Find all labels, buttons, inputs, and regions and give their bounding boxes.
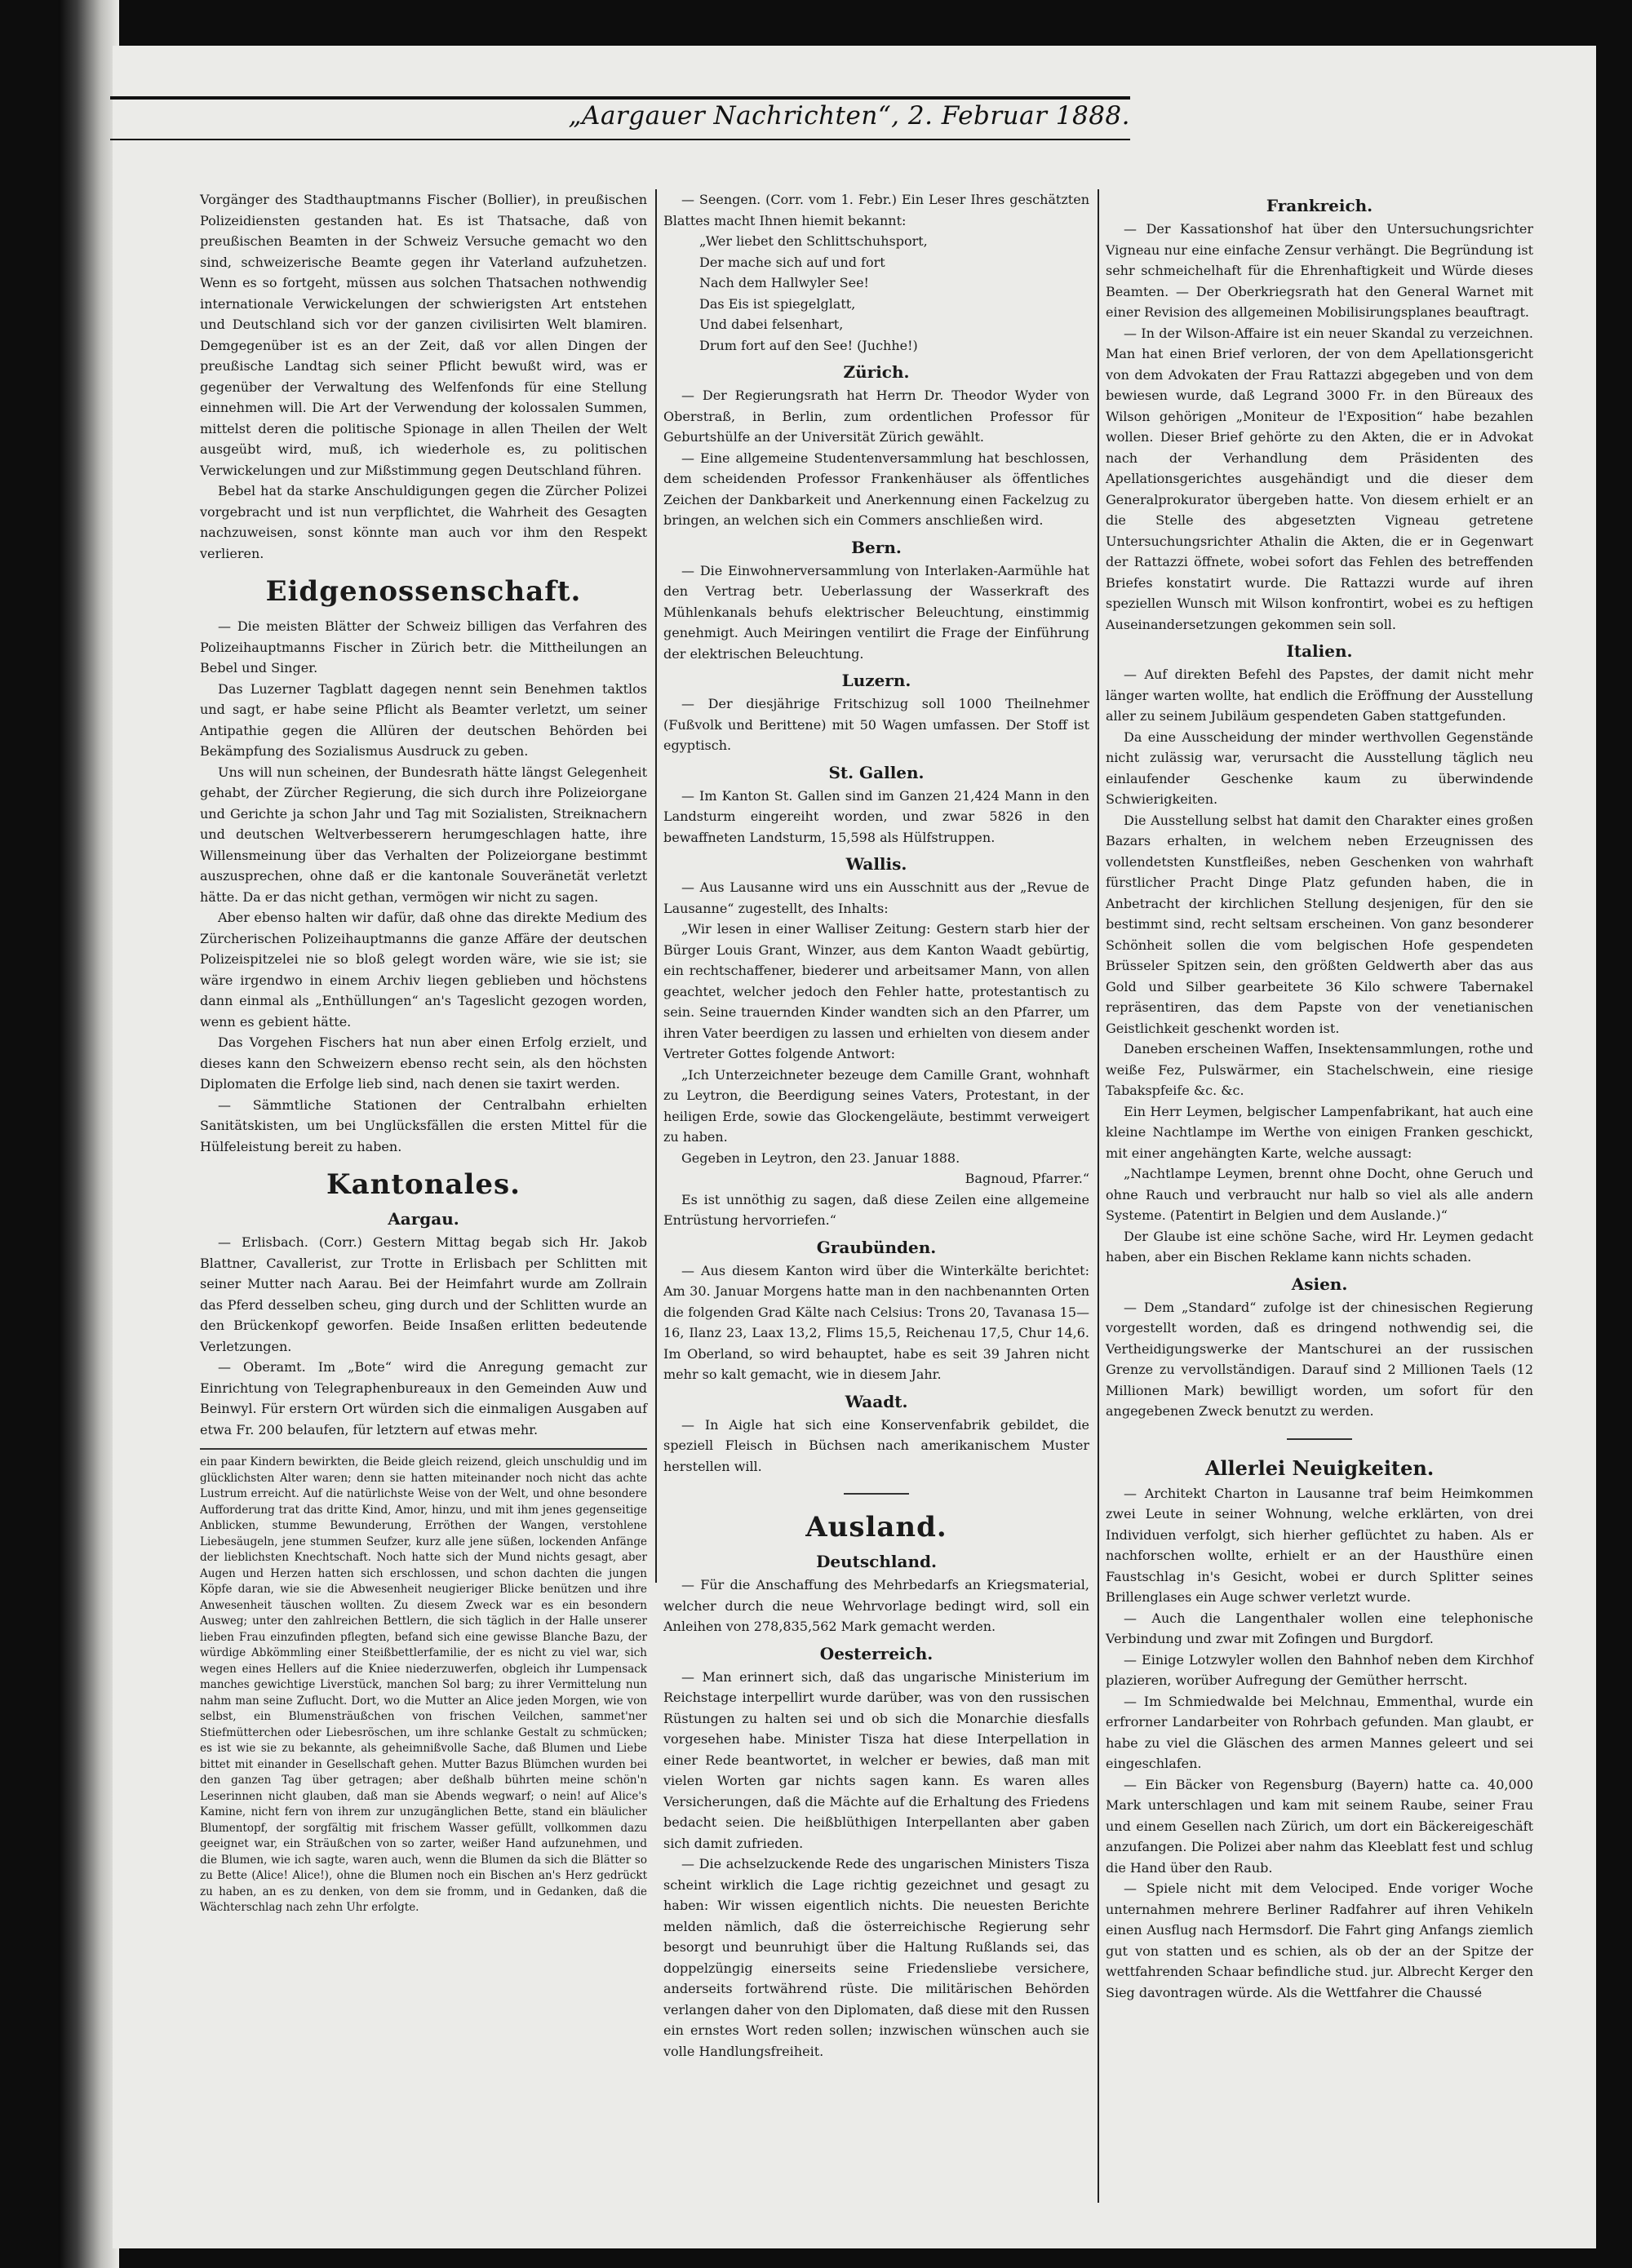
article-paragraph: Bebel hat da starke Anschuldigungen gegen die Zürcher Polizei vorgebracht und ist nun verpflichtet, die Wahrheit des Gesagten nachzuweisen, sonst könnte man auch vor ihm den Respekt verlieren. [200,483,647,561]
article-paragraph: — Dem „Standard“ zufolge ist der chinesischen Regierung vorgestellt worden, daß es dringend nothwendig sei, die Vertheidigungswerke der Mantschurei an der russischen Grenze zu vervollständigen. Darauf sind 2 Millionen Taels (12 Millionen Mark) bewilligt worden, um sofort für den angegebenen Zweck benutzt zu werden. [1106,1299,1533,1419]
section-heading: Ausland. [805,1511,947,1544]
subsection-heading: Graubünden. [816,1237,937,1257]
subsection-heading: Waadt. [845,1391,908,1411]
subsection-heading: Zürich. [843,362,910,382]
article-paragraph: Gegeben in Leytron, den 23. Januar 1888. [681,1150,960,1166]
article-paragraph: — In der Wilson-Affaire ist ein neuer Skandal zu verzeichnen. Man hat einen Brief verloren, der von dem Apellationsgericht von dem Advokaten der Frau Rattazzi abgegeben und von dem bewiesen wurde, daß Legrand 3000 Fr. in den Büreaux des Wilson gehörigen „Moniteur de l'Exposition“ habe bezahlen wollen. Dieser Brief gehörte zu den Akten, die er in Advokat nach der Verhandlung dem Präsidenten des Apellationsgerichtes ausgehändigt und die dieser dem Generalprokurator übergeben hatte. Von diesem erhielt er an die Stelle des abgesetzten Vigneau getretene Untersuchungsrichter Athalin die Akten, die er in Gegenwart der Rattazzi öffnete, wobei sofort das Fehlen des betreffenden Briefes konstatirt wurde. Die Rattazzi wurde auf ihren speziellen Wunsch mit Wilson konfrontirt, wobei es zu heftigen Auseinandersetzungen gekommen sein soll. [1106,325,1533,632]
book-spine-shadow [59,0,119,2268]
article-paragraph: — Architekt Charton in Lausanne traf beim Heimkommen zwei Leute in seiner Wohnung, welche erklärten, von drei Individuen verfolgt, sich hierher geflüchtet zu haben. Als er nachforschen wollte, erhielt er an der Hausthüre einen Faustschlag in's Gesicht, wobei er durch Splitter seines Brillenglases ein Auge schwer verletzt wurde. [1106,1485,1533,1605]
page-masthead: „Aargauer Nachrichten“, 2. Februar 1888. [568,101,1130,131]
article-paragraph: „Ich Unterzeichneter bezeuge dem Camille Grant, wohnhaft zu Leytron, die Beerdigung seines Vaters, Protestant, in der heiligen Erde, sowie das Glockengeläute, bestimmt verweigert zu haben. [663,1066,1089,1145]
subsection-heading: Deutschland. [816,1552,937,1571]
article-paragraph: „Wir lesen in einer Walliser Zeitung: Gestern starb hier der Bürger Louis Grant, Winzer, aus dem Kanton Waadt gebürtig, ein rechtschaffener, biederer und arbeitsamer Mann, von allen geachtet, welcher jedoch den Fehler hatte, protestantisch zu sein. Seine trauernden Kinder wandten sich an den Pfarrer, um ihren Vater beerdigen zu lassen und erhielten von diesem ander Vertreter Gottes folgende Antwort: [663,921,1089,1061]
subsection-heading: Oesterreich. [819,1643,934,1663]
article-paragraph: — Aus Lausanne wird uns ein Ausschnitt aus der „Revue de Lausanne“ zugestellt, des Inhalts: [663,879,1089,916]
feuilleton-rule [200,1448,647,1450]
poem-line: Und dabei felsenhart, [699,317,844,332]
article-paragraph: Das Vorgehen Fischers hat nun aber einen Erfolg erzielt, und dieses kann den Schweizern ebenso recht sein, als den höchsten Diplomaten die Erfolge lieb sind, nach denen sie taxirt werden. [200,1034,647,1092]
header-rule-bottom [110,139,1130,140]
subsection-heading: Allerlei Neuigkeiten. [1204,1455,1435,1480]
poem-line: „Wer liebet den Schlittschuhsport, [699,233,928,249]
article-paragraph: — Im Kanton St. Gallen sind im Ganzen 21,424 Mann in den Landsturm eingereiht worden, und zwar 5826 in den bewaffneten Landsturm, 15,598 als Hülfstruppen. [663,787,1089,845]
article-paragraph: — Oberamt. Im „Bote“ wird die Anregung gemacht zur Einrichtung von Telegraphenbureaux in den Gemeinden Auw und Beinwyl. Für erstern Ort würden sich die einmaligen Ausgaben auf etwa Fr. 200 belaufen, für letztern auf etwas mehr. [200,1359,647,1437]
column-rule [655,189,657,1583]
article-paragraph: — Man erinnert sich, daß das ungarische Ministerium im Reichstage interpellirt wurde darüber, was von den russischen Rüstungen zu halten sei und ob sich die Monarchie diesfalls vorgesehen habe. Minister Tisza hat diese Interpellation in einer Rede beantwortet, in welcher er bewies, daß man mit vielen Worten gar nichts sagen kann. Es waren alles Versicherungen, daß die Mächte auf die Erhaltung des Friedens bedacht seien. Die heißblüthigen Interpellanten aber gaben sich damit zufrieden. [663,1668,1089,1851]
section-separator [1287,1438,1352,1440]
subsection-heading: Aargau. [388,1209,459,1229]
subsection-heading: Bern. [851,537,902,557]
subsection-heading: Frankreich. [1266,196,1373,215]
article-paragraph: — Ein Bäcker von Regensburg (Bayern) hatte ca. 40,000 Mark unterschlagen und kam mit seinem Raube, seiner Frau und einem Gesellen nach Zürich, um dort ein Bäckereigeschäft anzufangen. Die Polizei aber nahm das Kleeblatt fest und schlug die Hand über den Raub. [1106,1776,1533,1876]
article-paragraph: — Der diesjährige Fritschizug soll 1000 Theilnehmer (Fußvolk und Berittene) mit 50 Wagen umfassen. Der Stoff ist egyptisch. [663,696,1089,753]
section-heading: Kantonales. [326,1168,521,1201]
column-1 [200,189,647,2196]
article-paragraph: Das Luzerner Tagblatt dagegen nennt sein Benehmen taktlos und sagt, er habe seine Pflicht als Beamter verletzt, um seiner Antipathie gegen die Allüren der deutschen Behörden bei Bekämpfung des Sozialismus Ausdruck zu geben. [200,680,647,759]
article-paragraph: — Aus diesem Kanton wird über die Winterkälte berichtet: Am 30. Januar Morgens hatte man in den nachbenannten Orten die folgenden Grad Kälte nach Celsius: Trons 20, Tavanasa 15—16, Ilanz 23, Laax 13,2, Flims 15,5, Reichenau 17,5, Chur 14,6. Im Oberland, so wird behauptet, habe es seit 39 Jahren nicht mehr so kalt gemacht, wie in diesem Jahr. [663,1262,1089,1382]
column-3 [1106,189,1533,2196]
article-paragraph: Der Glaube ist eine schöne Sache, wird Hr. Leymen gedacht haben, aber ein Bischen Reklame kann nichts schaden. [1106,1228,1533,1265]
article-paragraph: Uns will nun scheinen, der Bundesrath hätte längst Gelegenheit gehabt, der Zürcher Regierung, die sich durch ihre Polizeiorgane und Gerichte ja schon Jahr und Tag mit Sozialisten, Streiknachern und deutschen Weltverbesserern herumgeschlagen hatte, ihre Willensmeinung über das Verhalten der Polizeiorgane bestimmt auszusprechen, ohne daß er die kantonale Souveränetät verletzt hätte. Da er das nicht gethan, vermögen wir nicht zu sagen. [200,764,647,905]
article-paragraph: „Nachtlampe Leymen, brennt ohne Docht, ohne Geruch und ohne Rauch und verbraucht nur halb so viel als alle andern Systeme. (Patentirt in Belgien und dem Auslande.)“ [1106,1166,1533,1223]
article-paragraph: — Eine allgemeine Studentenversammlung hat beschlossen, dem scheidenden Professor Frankenhäuser als öffentliches Zeichen der Dankbarkeit und Anerkennung einen Fackelzug zu bringen, an welchen sich ein Commers anschließen wird. [663,450,1089,528]
subsection-heading: Luzern. [841,671,911,690]
article-paragraph: — Seengen. (Corr. vom 1. Febr.) Ein Leser Ihres geschätzten Blattes macht Ihnen hiemit bekannt: [663,192,1089,228]
section-separator [844,1493,909,1495]
article-paragraph: — In Aigle hat sich eine Konservenfabrik gebildet, die speziell Fleisch in Büchsen nach amerikanischem Muster herstellen will. [663,1416,1089,1474]
article-paragraph: Ein Herr Leymen, belgischer Lampenfabrikant, hat auch eine kleine Nachtlampe im Werthe von einigen Franken geschickt, mit einer angehängten Karte, welche aussagt: [1106,1103,1533,1161]
subsection-heading: Wallis. [845,854,907,874]
subsection-heading: Italien. [1286,641,1353,661]
header-rule [110,96,1130,100]
poem-line: Das Eis ist spiegelglatt, [699,295,856,312]
article-paragraph: — Für die Anschaffung des Mehrbedarfs an Kriegsmaterial, welcher durch die neue Wehrvorlage bedingt wird, soll ein Anleihen von 278,835,562 Mark gemacht werden. [663,1577,1089,1634]
article-paragraph: — Die meisten Blätter der Schweiz billigen das Verfahren des Polizeihauptmanns Fischer in Zürich betr. die Mittheilungen an Bebel und Singer. [200,618,647,676]
article-paragraph: Die Ausstellung selbst hat damit den Charakter eines großen Bazars erhalten, in welchem neben Erzeugnissen des vollendetsten Kunstfleißes, neben Geschenken von wahrhaft fürstlicher Pracht Dinge Platz gefunden haben, die in Anbetracht der kirchlichen Stellung desjenigen, für den sie bestimmt sind, recht seltsam erscheinen. Von ganz besonderer Schönheit sollen die vom belgischen Hofe gespendeten Brüsseler Spitzen sein, den größten Geldwerth aber das aus Gold und Silber gearbeitete 36 Kilo schwere Tabernakel repräsentiren, das dem Papste von der venetianischen Geistlichkeit geschenkt worden ist. [1106,812,1533,1036]
article-paragraph: Da eine Ausscheidung der minder werthvollen Gegenstände nicht zulässig war, verursacht die Ausstellung täglich neu einlaufender Geschenke kaum zu überwindende Schwierigkeiten. [1106,729,1533,807]
article-paragraph: Vorgänger des Stadthauptmanns Fischer (Bollier), in preußischen Polizeidiensten gestanden hat. Es ist Thatsache, daß von preußischen Beamten in der Schweiz Versuche gemacht wo den sind, schweizerische Beamte gegen ihr Vaterland aufzuhetzen. Wenn es so fortgeht, müssen aus solchen Thatsachen nothwendig internationale Verwickelungen der schwierigsten Art entstehen und Deutschland sich vor der ganzen civilisirten Welt blamiren. Demgegenüber ist es an der Zeit, daß vor allen Dingen der preußische Landtag sich seiner Pflicht bewußt wird, was er gegenüber der Verwaltung des Welfenfonds für eine Stellung einnehmen will. Die Art der Verwendung der kolossalen Summen, mittelst deren die politische Spionage in allen Theilen der Welt ausgeübt wird, muß, ich wiederhole es, zu politischen Verwickelungen und zur Mißstimmung gegen Deutschland führen. [200,192,647,478]
signature-line: Bagnoud, Pfarrer.“ [965,1171,1089,1186]
article-paragraph: — Sämmtliche Stationen der Centralbahn erhielten Sanitätskisten, um bei Unglücksfällen die ersten Mittel für die Hülfeleistung bereit zu haben. [200,1096,647,1154]
subsection-heading: St. Gallen. [828,762,925,782]
article-paragraph: — Auf direkten Befehl des Papstes, der damit nicht mehr länger warten wollte, hat endlich die Eröffnung der Ausstellung aller zu seinem Jubiläum gespendeten Gaben stattgefunden. [1106,667,1533,724]
poem-line: Der mache sich auf und fort [699,254,885,270]
column-2 [663,189,1089,2059]
subsection-heading: Asien. [1291,1274,1348,1294]
article-paragraph: — Die Einwohnerversammlung von Interlaken-Aarmühle hat den Vertrag betr. Ueberlassung der Wasserkraft des Mühlenkanals behufs elektrischer Beleuchtung, einstimmig genehmigt. Auch Meiringen ventilirt die Frage der Einführung der elektrischen Beleuchtung. [663,562,1089,662]
article-paragraph: Daneben erscheinen Waffen, Insektensammlungen, rothe und weiße Fez, Pulswärmer, ein Stachelschwein, eine riesige Tabakspfeife &c. &c. [1106,1041,1533,1098]
feuilleton-text: ein paar Kindern bewirkten, die Beide gleich reizend, gleich unschuldig und im glücklichsten Alter waren; denn sie hatten miteinander noch nicht das achte Lustrum erreicht. Auf die natürlichste Weise von der Welt, und ohne besondere Aufforderung trat das dritte Kind, Amor, hinzu, und mit ihm jenes gegenseitige Anblicken, stumme Bewunderung, Erröthen der Wangen, verstohlene Liebesäugeln, jene stummen Seufzer, kurz alle jene süßen, lockenden Anfänge der lieblichsten Knechtschaft. Noch hatte sich der Mund nichts gesagt, aber Augen und Herzen hatten sich erschlossen, und schon dachten die jungen Köpfe daran, wie sie die Abwesenheit neugieriger Blicke benützen und ihre Anwesenheit täuschen wollten. Zu diesem Zweck war es ein besondern Ausweg; unter den zahlreichen Bettlern, die sich täglich in der Halle unserer lieben Frau einzufinden pflegten, befand sich eine gewisse Blanche Bazu, der würdige Abkömmling einer Steißbettlerfamilie, der es nicht zu viel war, sich wegen eines Hellers auf die Kniee niederzuwerfen, obgleich ihr Lumpensack manches gewichtige Liverstück, manchen Sol barg; zu ihrer Vermittelung nun nahm man seine Zuflucht. Dort, wo die Mutter an Alice jeden Morgen, wie von selbst, ein Blumensträußchen von frischen Veilchen, sammet'ner Stiefmütterchen oder Liebesröschen, um ihre schlanke Gestalt zu schmücken; es ist wie sie zu bekannte, als geheimnißvolle Sache, daß Blumen und Liebe bittet mit einander in Gesellschaft gehen. Mutter Bazus Blümchen wurden bei den ganzen Tag über getragen; aber deßhalb bührten meine schön'n Leserinnen nicht glauben, daß man sie Abends wegwarf; o nein! auf Alice's Kamine, nicht fern von ihrem zur unzugänglichen Bette, stand ein bläulicher Blumentopf, der sorgfältig mit frischem Wasser gefüllt, vollkommen dazu geeignet war, ein Sträußchen von so zarter, weißer Hand aufzunehmen, und die Blumen, wie ich sagte, waren auch, wenn die Blumen da sich die Blätter so zu Bette (Alice! Alice!), ohne die Blumen noch ein Bischen an's Herz gedrückt zu haben, an es zu denken, von dem sie fromm, und in Gedanken, daß die Wächterschlag nach zehn Uhr erfolgte. [200,1455,647,1914]
article-paragraph: — Erlisbach. (Corr.) Gestern Mittag begab sich Hr. Jakob Blattner, Cavallerist, zur Trotte in Erlisbach per Schlitten mit seiner Mutter nach Aarau. Bei der Heimfahrt wurde am Zollrain das Pferd desselben scheu, ging durch und der Schlitten wurde an den Brückenkopf geworfen. Beide Insaßen erlitten bedeutende Verletzungen. [200,1234,647,1354]
poem-line: Drum fort auf den See! (Juchhe!) [699,337,918,353]
article-paragraph: — Der Kassationshof hat über den Untersuchungsrichter Vigneau nur eine einfache Zensur verhängt. Die Begründung ist sehr schmeichelhaft für die Ehrenhaftigkeit und Würde dieses Beamten. — Der Oberkriegsrath hat den General Warnet mit einer Revision des allgemeinen Mobilisirungsplanes beauftragt. [1106,221,1533,320]
column-rule [1098,189,1099,2203]
article-paragraph: — Der Regierungsrath hat Herrn Dr. Theodor Wyder von Oberstraß, in Berlin, zum ordentlichen Professor für Geburtshülfe an der Universität Zürich gewählt. [663,388,1089,445]
article-paragraph: — Die achselzuckende Rede des ungarischen Ministers Tisza scheint wirklich die Lage richtig gezeichnet und gesagt zu haben: Wir wissen eigentlich nichts. Die neuesten Berichte melden nämlich, daß die österreichische Regierung sehr besorgt und beunruhigt über die Haltung Rußlands sei, das doppelzüngig einerseits seine Friedensliebe versichere, anderseits fortwährend rüste. Die militärischen Behörden verlangen daher von den Diplomaten, daß diese mit den Russen ein ernstes Wort reden sollen; inzwischen wünschen auch sie volle Handlungsfreiheit. [663,1856,1089,2059]
article-paragraph: — Im Schmiedwalde bei Melchnau, Emmenthal, wurde ein erfrorner Landarbeiter von Rohrbach gefunden. Man glaubt, er habe zu viel die Gläschen des armen Mannes geleert und sei eingeschlafen. [1106,1693,1533,1771]
section-heading: Eidgenossenschaft. [265,575,582,608]
poem [663,231,1089,356]
article-paragraph: Aber ebenso halten wir dafür, daß ohne das direkte Medium des Zürcherischen Polizeihauptmanns die ganze Affäre der deutschen Polizeispitzelei nie so bloß gelegt worden wäre, wie sie ist; sie wäre irgendwo in einem Archiv liegen geblieben und höchstens dann einmal als „Enthüllungen“ an's Tageslicht gezogen worden, wenn es gebient hätte. [200,910,647,1030]
poem-line: Nach dem Hallwyler See! [699,275,869,290]
article-paragraph: — Spiele nicht mit dem Velociped. Ende voriger Woche unternahmen mehrere Berliner Radfahrer auf ihren Vehikeln einen Ausflug nach Hermsdorf. Die Fahrt ging Anfangs ziemlich gut von statten und es schien, als ob der an der Spitze der wettfahrenden Schaar befindliche stud. jur. Albrecht Kerger den Sieg davontragen würde. Als die Wettfahrer die Chaussé [1106,1880,1533,2000]
article-paragraph: — Einige Lotzwyler wollen den Bahnhof neben dem Kirchhof plazieren, worüber Aufregung der Gemüther herrscht. [1106,1651,1533,1688]
article-paragraph: — Auch die Langenthaler wollen eine telephonische Verbindung und zwar mit Zofingen und Burgdorf. [1106,1610,1533,1646]
article-paragraph: Es ist unnöthig zu sagen, daß diese Zeilen eine allgemeine Entrüstung hervorriefen.“ [663,1191,1089,1228]
